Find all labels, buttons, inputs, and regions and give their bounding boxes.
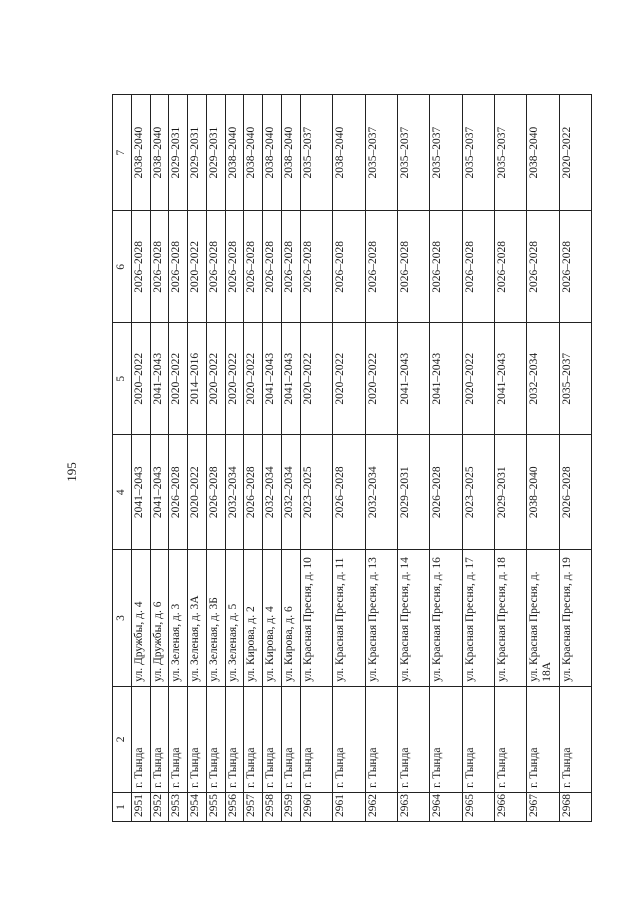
cell-city: г. Тында (494, 686, 526, 792)
cell-city: г. Тында (225, 686, 244, 792)
cell-period-5: 2020–2022 (462, 323, 494, 435)
cell-period-7: 2035–2037 (430, 95, 462, 211)
table-row (131, 95, 150, 822)
cell-city: г. Тында (559, 686, 591, 792)
cell-period-4: 2026–2028 (244, 435, 263, 550)
cell-period-5: 2032–2034 (527, 323, 559, 435)
cell-address: ул. Дружбы, д. 6 (150, 550, 169, 687)
table-row (225, 95, 244, 822)
cell-city: г. Тында (397, 686, 429, 792)
cell-period-6: 2026–2028 (225, 211, 244, 323)
cell-period-6: 2026–2028 (282, 211, 301, 323)
table-row (365, 95, 397, 822)
cell-address: ул. Красная Пресня, д. 17 (462, 550, 494, 687)
cell-period-7: 2035–2037 (365, 95, 397, 211)
cell-address: ул. Красная Пресня, д. 19 (559, 550, 591, 687)
cell-period-6: 2026–2028 (462, 211, 494, 323)
cell-period-4: 2026–2028 (430, 435, 462, 550)
cell-period-6: 2026–2028 (131, 211, 150, 323)
table-row (559, 95, 591, 822)
cell-period-7: 2038–2040 (244, 95, 263, 211)
cell-address: ул. Кирова, д. 4 (263, 550, 282, 687)
cell-period-5: 2020–2022 (225, 323, 244, 435)
cell-city: г. Тында (150, 686, 169, 792)
cell-period-5: 2020–2022 (206, 323, 225, 435)
cell-row-number: 2954 (188, 792, 207, 821)
cell-address: ул. Зеленая, д. 3Б (206, 550, 225, 687)
cell-city: г. Тында (263, 686, 282, 792)
cell-address: ул. Красная Пресня, д. 16 (430, 550, 462, 687)
table-row (430, 95, 462, 822)
cell-period-4: 2026–2028 (559, 435, 591, 550)
cell-period-6: 2026–2028 (169, 211, 188, 323)
cell-period-7: 2035–2037 (397, 95, 429, 211)
cell-address: ул. Зеленая, д. 3А (188, 550, 207, 687)
cell-city: г. Тында (282, 686, 301, 792)
column-header: 6 (113, 211, 132, 323)
column-header: 3 (113, 550, 132, 687)
cell-row-number: 2953 (169, 792, 188, 821)
cell-period-5: 2014–2016 (188, 323, 207, 435)
cell-period-7: 2035–2037 (494, 95, 526, 211)
cell-period-6: 2026–2028 (559, 211, 591, 323)
cell-address: ул. Красная Пресня, д. 14 (397, 550, 429, 687)
cell-period-4: 2026–2028 (333, 435, 365, 550)
cell-city: г. Тында (206, 686, 225, 792)
cell-city: г. Тында (300, 686, 332, 792)
cell-period-5: 2020–2022 (244, 323, 263, 435)
cell-row-number: 2963 (397, 792, 429, 821)
cell-row-number: 2951 (131, 792, 150, 821)
cell-city: г. Тында (169, 686, 188, 792)
column-header: 2 (113, 686, 132, 792)
cell-row-number: 2962 (365, 792, 397, 821)
table-row (494, 95, 526, 822)
cell-row-number: 2958 (263, 792, 282, 821)
cell-city: г. Тында (333, 686, 365, 792)
cell-period-6: 2026–2028 (430, 211, 462, 323)
cell-period-4: 2032–2034 (365, 435, 397, 550)
cell-period-6: 2026–2028 (365, 211, 397, 323)
cell-row-number: 2967 (527, 792, 559, 821)
cell-address: ул. Кирова, д. 2 (244, 550, 263, 687)
cell-period-4: 2032–2034 (282, 435, 301, 550)
cell-period-4: 2026–2028 (169, 435, 188, 550)
cell-city: г. Тында (527, 686, 559, 792)
cell-row-number: 2964 (430, 792, 462, 821)
cell-period-5: 2041–2043 (494, 323, 526, 435)
cell-address: ул. Красная Пресня, д. 10 (300, 550, 332, 687)
cell-row-number: 2957 (244, 792, 263, 821)
table-row (150, 95, 169, 822)
cell-period-4: 2041–2043 (131, 435, 150, 550)
cell-period-6: 2026–2028 (300, 211, 332, 323)
cell-period-7: 2029–2031 (206, 95, 225, 211)
cell-city: г. Тында (365, 686, 397, 792)
cell-period-4: 2029–2031 (397, 435, 429, 550)
cell-period-6: 2020–2022 (188, 211, 207, 323)
cell-row-number: 2960 (300, 792, 332, 821)
cell-city: г. Тында (430, 686, 462, 792)
cell-period-4: 2023–2025 (462, 435, 494, 550)
cell-period-4: 2032–2034 (263, 435, 282, 550)
cell-address: ул. Зеленая, д. 3 (169, 550, 188, 687)
cell-city: г. Тында (462, 686, 494, 792)
cell-period-6: 2026–2028 (494, 211, 526, 323)
cell-period-4: 2020–2022 (188, 435, 207, 550)
cell-period-7: 2038–2040 (282, 95, 301, 211)
cell-period-4: 2029–2031 (494, 435, 526, 550)
cell-row-number: 2968 (559, 792, 591, 821)
table-row (527, 95, 559, 822)
cell-city: г. Тында (244, 686, 263, 792)
table-row (206, 95, 225, 822)
cell-address: ул. Кирова, д. 6 (282, 550, 301, 687)
cell-row-number: 2959 (282, 792, 301, 821)
cell-period-4: 2023–2025 (300, 435, 332, 550)
cell-period-4: 2026–2028 (206, 435, 225, 550)
table-row (169, 95, 188, 822)
cell-period-4: 2041–2043 (150, 435, 169, 550)
cell-address: ул. Красная Пресня, д. 13 (365, 550, 397, 687)
cell-row-number: 2961 (333, 792, 365, 821)
table-row (397, 95, 429, 822)
cell-city: г. Тында (188, 686, 207, 792)
cell-period-7: 2038–2040 (225, 95, 244, 211)
cell-period-6: 2026–2028 (263, 211, 282, 323)
table-row (188, 95, 207, 822)
cell-row-number: 2956 (225, 792, 244, 821)
cell-address: ул. Красная Пресня, д. 11 (333, 550, 365, 687)
page-number: 195 (64, 462, 79, 482)
cell-address: ул. Дружбы, д. 4 (131, 550, 150, 687)
header-row (113, 95, 132, 822)
cell-address: ул. Зеленая, д. 5 (225, 550, 244, 687)
cell-period-5: 2020–2022 (365, 323, 397, 435)
table-row (282, 95, 301, 822)
table-row (462, 95, 494, 822)
cell-period-6: 2026–2028 (397, 211, 429, 323)
cell-period-6: 2026–2028 (527, 211, 559, 323)
cell-row-number: 2952 (150, 792, 169, 821)
cell-period-5: 2041–2043 (397, 323, 429, 435)
cell-period-7: 2029–2031 (188, 95, 207, 211)
cell-period-7: 2035–2037 (462, 95, 494, 211)
cell-period-5: 2041–2043 (430, 323, 462, 435)
cell-period-6: 2026–2028 (244, 211, 263, 323)
cell-period-4: 2038–2040 (527, 435, 559, 550)
cell-period-5: 2020–2022 (169, 323, 188, 435)
column-header: 5 (113, 323, 132, 435)
cell-period-4: 2032–2034 (225, 435, 244, 550)
cell-period-7: 2020–2022 (559, 95, 591, 211)
cell-period-7: 2035–2037 (300, 95, 332, 211)
data-table (112, 94, 592, 822)
cell-city: г. Тында (131, 686, 150, 792)
cell-period-7: 2038–2040 (333, 95, 365, 211)
cell-address: ул. Красная Пресня, д. 18А (527, 550, 559, 687)
cell-period-5: 2020–2022 (333, 323, 365, 435)
cell-address: ул. Красная Пресня, д. 18 (494, 550, 526, 687)
cell-row-number: 2966 (494, 792, 526, 821)
cell-period-6: 2026–2028 (150, 211, 169, 323)
cell-period-5: 2041–2043 (282, 323, 301, 435)
rotated-table-frame (112, 94, 592, 822)
cell-period-7: 2038–2040 (150, 95, 169, 211)
table-row (300, 95, 332, 822)
cell-period-7: 2029–2031 (169, 95, 188, 211)
cell-period-5: 2041–2043 (263, 323, 282, 435)
table-row (244, 95, 263, 822)
table-row (263, 95, 282, 822)
cell-period-5: 2020–2022 (300, 323, 332, 435)
column-header: 7 (113, 95, 132, 211)
cell-period-5: 2041–2043 (150, 323, 169, 435)
column-header: 4 (113, 435, 132, 550)
table-row (333, 95, 365, 822)
cell-period-7: 2038–2040 (527, 95, 559, 211)
cell-period-6: 2026–2028 (206, 211, 225, 323)
cell-period-5: 2035–2037 (559, 323, 591, 435)
cell-row-number: 2965 (462, 792, 494, 821)
cell-period-7: 2038–2040 (131, 95, 150, 211)
cell-period-7: 2038–2040 (263, 95, 282, 211)
column-header: 1 (113, 792, 132, 821)
cell-row-number: 2955 (206, 792, 225, 821)
cell-period-6: 2026–2028 (333, 211, 365, 323)
cell-period-5: 2020–2022 (131, 323, 150, 435)
